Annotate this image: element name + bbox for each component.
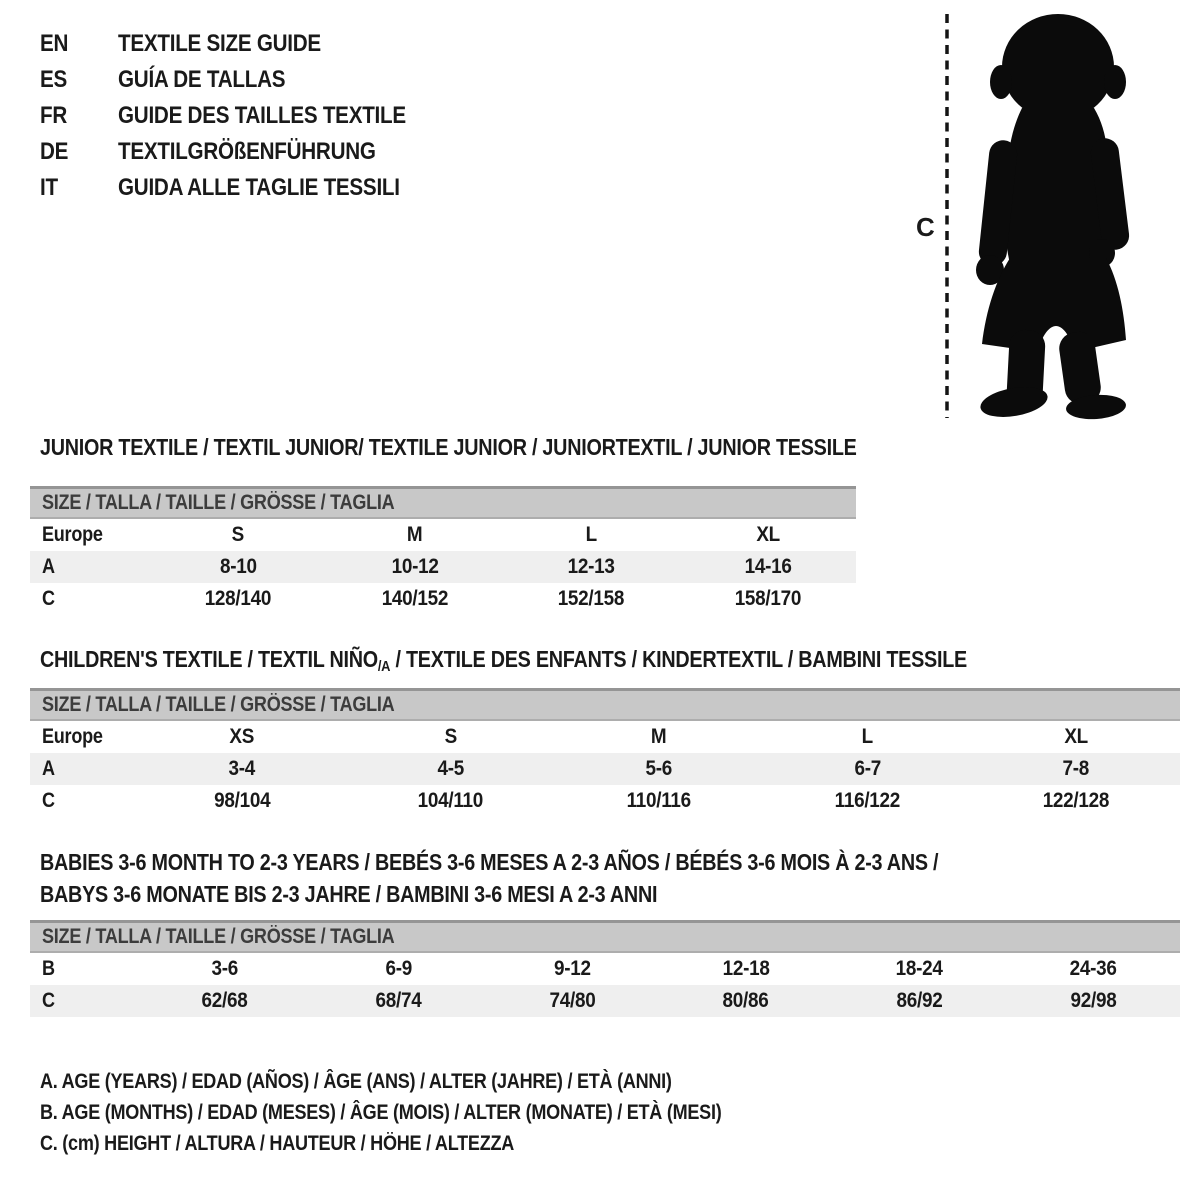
language-label: GUÍA DE TALLAS bbox=[118, 66, 286, 93]
cell: XL bbox=[1063, 725, 1088, 748]
cell: 12-13 bbox=[567, 555, 615, 578]
babies-size-table bbox=[30, 920, 1180, 1017]
cell: 5-6 bbox=[645, 757, 673, 780]
language-row-de bbox=[40, 134, 453, 170]
table-row bbox=[30, 551, 856, 583]
note-b: B. AGE (MONTHS) / EDAD (MESES) / ÂGE (MOIS) / ALTER (MONATE) / ETÀ (MESI) bbox=[40, 1101, 722, 1124]
size-header-bar: SIZE / TALLA / TAILLE / GRÖSSE / TAGLIA bbox=[30, 920, 1180, 953]
row-label: A bbox=[42, 757, 55, 780]
cell: 8-10 bbox=[219, 555, 257, 578]
language-label: TEXTILGRÖßENFÜHRUNG bbox=[118, 138, 376, 165]
table-row bbox=[30, 785, 1180, 817]
table-row bbox=[30, 753, 1180, 785]
note-a: A. AGE (YEARS) / EDAD (AÑOS) / ÂGE (ANS) / ALTER (JAHRE) / ETÀ (ANNI) bbox=[40, 1070, 672, 1093]
language-label: TEXTILE SIZE GUIDE bbox=[118, 30, 321, 57]
language-row-it bbox=[40, 170, 453, 206]
cell: 24-36 bbox=[1069, 957, 1117, 980]
cell: 80/86 bbox=[722, 989, 769, 1012]
cell: 86/92 bbox=[896, 989, 943, 1012]
cell: L bbox=[585, 523, 597, 546]
cell: 74/80 bbox=[549, 989, 596, 1012]
language-label: GUIDA ALLE TAGLIE TESSILI bbox=[118, 174, 400, 201]
junior-size-table bbox=[30, 486, 856, 615]
language-row-es bbox=[40, 62, 453, 98]
height-figure bbox=[914, 10, 1164, 430]
cell: 158/170 bbox=[734, 587, 801, 610]
cell: 98/104 bbox=[214, 789, 271, 812]
size-header-bar: SIZE / TALLA / TAILLE / GRÖSSE / TAGLIA bbox=[30, 688, 1180, 721]
babies-section-title: BABIES 3-6 MONTH TO 2-3 YEARS / BEBÉS 3-6 MESES A 2-3 AÑOS / BÉBÉS 3-6 MOIS À 2-3 ANS / BABYS 3-6 MONATE BIS 2-3 JAHRE / BAMBINI 3-6 MESI A 2-3 ANNI bbox=[40, 849, 939, 907]
cell: L bbox=[861, 725, 874, 748]
row-label: C bbox=[42, 789, 55, 812]
language-code: FR bbox=[40, 102, 68, 129]
language-code: IT bbox=[40, 174, 58, 201]
cell: 128/140 bbox=[205, 587, 272, 610]
cell: 122/128 bbox=[1042, 789, 1109, 812]
language-row-fr bbox=[40, 98, 453, 134]
cell: 68/74 bbox=[375, 989, 422, 1012]
junior-section-title: JUNIOR TEXTILE / TEXTIL JUNIOR/ TEXTILE JUNIOR / JUNIORTEXTIL / JUNIOR TESSILE bbox=[40, 434, 857, 460]
table-row bbox=[30, 583, 856, 615]
table-row bbox=[30, 985, 1180, 1017]
cell: S bbox=[444, 725, 457, 748]
cell: M bbox=[407, 523, 423, 546]
language-code: EN bbox=[40, 30, 69, 57]
children-section-title: CHILDREN'S TEXTILE / TEXTIL NIÑO/A / TEXTILE DES ENFANTS / KINDERTEXTIL / BAMBINI TESSILE bbox=[40, 646, 967, 675]
cell: 110/116 bbox=[626, 789, 692, 812]
table-row bbox=[30, 953, 1180, 985]
cell: 6-7 bbox=[854, 757, 881, 780]
cell: 116/122 bbox=[834, 789, 901, 812]
cell: 14-16 bbox=[744, 555, 792, 578]
cell: M bbox=[651, 725, 667, 748]
row-label: Europe bbox=[42, 725, 103, 748]
cell: 10-12 bbox=[391, 555, 439, 578]
cell: 18-24 bbox=[895, 957, 943, 980]
cell: 140/152 bbox=[381, 587, 448, 610]
cell: 62/68 bbox=[201, 989, 248, 1012]
cell: 7-8 bbox=[1062, 757, 1090, 780]
table-row bbox=[30, 721, 1180, 753]
cell: S bbox=[232, 523, 245, 546]
language-list bbox=[40, 26, 453, 206]
toddler-silhouette-image bbox=[938, 10, 1156, 424]
cell: 12-18 bbox=[722, 957, 770, 980]
cell: XL bbox=[755, 523, 780, 546]
cell: XS bbox=[229, 725, 255, 748]
table-row bbox=[30, 519, 856, 551]
cell: 3-4 bbox=[228, 757, 256, 780]
cell: 92/98 bbox=[1070, 989, 1117, 1012]
cell: 3-6 bbox=[211, 957, 239, 980]
language-row-en bbox=[40, 26, 453, 62]
toddler-silhouette bbox=[976, 14, 1131, 422]
row-label: B bbox=[42, 957, 55, 980]
cell: 104/110 bbox=[417, 789, 484, 812]
cell: 152/158 bbox=[558, 587, 625, 610]
language-label: GUIDE DES TAILLES TEXTILE bbox=[118, 102, 406, 129]
language-code: ES bbox=[40, 66, 68, 93]
cell: 9-12 bbox=[553, 957, 591, 980]
height-measure-label: C bbox=[916, 212, 935, 242]
row-label: C bbox=[42, 989, 55, 1012]
note-c: C. (cm) HEIGHT / ALTURA / HAUTEUR / HÖHE / ALTEZZA bbox=[40, 1132, 515, 1155]
legend-notes bbox=[40, 1066, 832, 1159]
title-subscript: /A bbox=[377, 658, 391, 675]
language-code: DE bbox=[40, 138, 69, 165]
row-label: A bbox=[42, 555, 55, 578]
row-label: Europe bbox=[42, 523, 103, 546]
size-header-bar: SIZE / TALLA / TAILLE / GRÖSSE / TAGLIA bbox=[30, 486, 856, 519]
cell: 4-5 bbox=[437, 757, 464, 780]
row-label: C bbox=[42, 587, 55, 610]
children-size-table bbox=[30, 688, 1180, 817]
cell: 6-9 bbox=[385, 957, 412, 980]
